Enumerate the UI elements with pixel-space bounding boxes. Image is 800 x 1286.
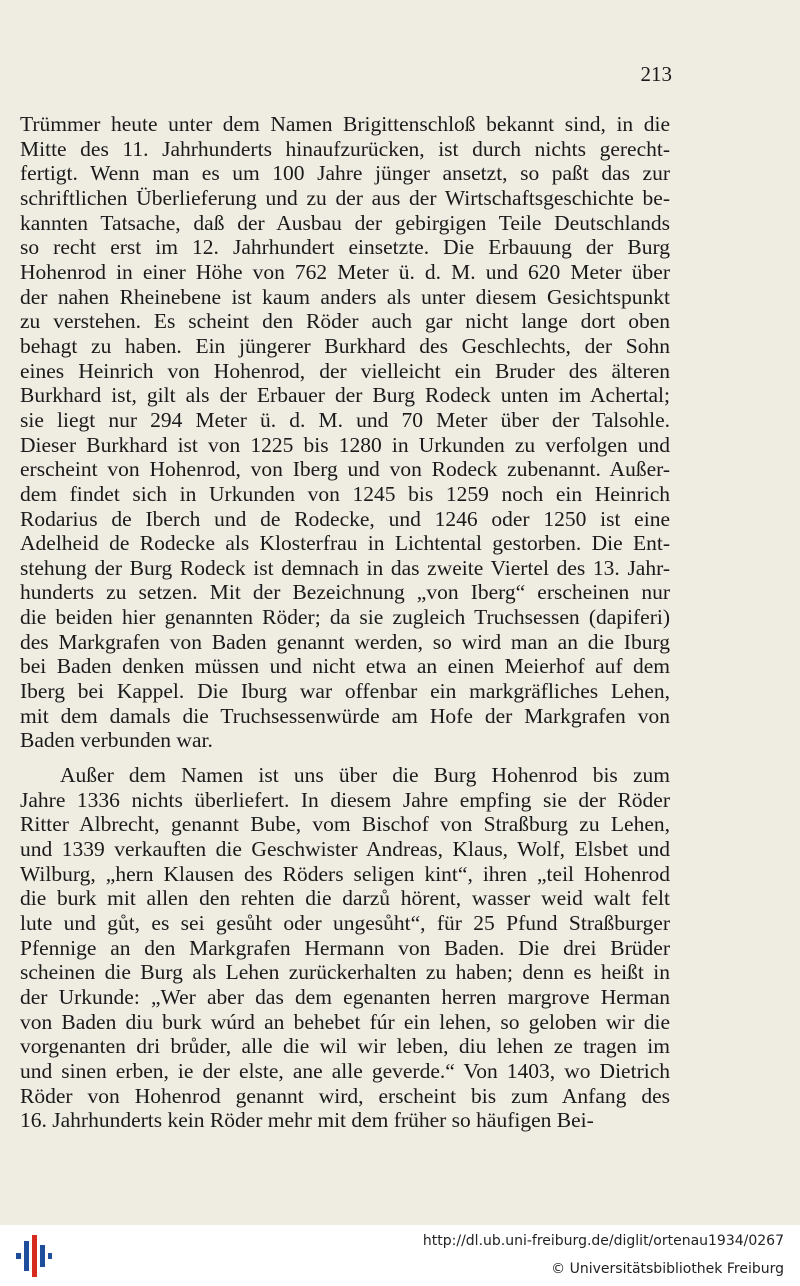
text-line: Hohenrod in einer Höhe von 762 Meter ü. d. M. und 620 Meter über [20, 259, 670, 284]
text-line: Dieser Burkhard ist von 1225 bis 1280 in Urkunden zu verfolgen und [20, 432, 670, 457]
text-line: und sinen erben, ie der elste, ane alle geverde.“ Von 1403, wo Dietrich [20, 1058, 670, 1083]
text-line: Rodarius de Iberch und de Rodecke, und 1246 oder 1250 ist eine [20, 506, 670, 531]
text-line: Wilburg, „hern Klausen des Röders seligen kint“, ihren „teil Hohenrod [20, 861, 670, 886]
footer-copyright: © Universitätsbibliothek Freiburg [551, 1261, 784, 1277]
text-line: lute und gůt, es sei gesůht oder ungesůht“, für 25 Pfund Straßburger [20, 911, 670, 935]
footer-bar [0, 1225, 800, 1286]
text-line: Röder von Hohenrod genannt wird, erscheint bis zum Anfang des [20, 1083, 670, 1108]
ub-freiburg-logo-icon [14, 1233, 54, 1279]
text-line: mit dem damals die Truchsessenwürde am Hofe der Markgrafen von [20, 703, 670, 728]
text-line: 16. Jahrhunderts kein Röder mehr mit dem früher so häufigen Bei- [20, 1108, 594, 1133]
text-line: zu verstehen. Es scheint den Röder auch gar nicht lange dort oben [20, 309, 670, 334]
text-line: Iberg bei Kappel. Die Iburg war offenbar ein markgräfliches Lehen, [20, 679, 670, 704]
text-line: der Urkunde: „Wer aber das dem egenanten herren margrove Herman [20, 984, 670, 1009]
text-line: fertigt. Wenn man es um 100 Jahre jünger ansetzt, so paßt das zur [20, 161, 670, 186]
text-line: sie liegt nur 294 Meter ü. d. M. und 70 Meter über der Talsohle. [20, 407, 670, 432]
text-line: Pfennige an den Markgrafen Hermann von Baden. Die drei Brüder [20, 935, 670, 960]
text-line: hunderts zu setzen. Mit der Bezeichnung „von Iberg“ erscheinen nur [20, 580, 670, 605]
text-line: dem findet sich in Urkunden von 1245 bis 1259 noch ein Heinrich [20, 481, 670, 506]
paragraph-2 [20, 763, 670, 1133]
text-line: Mitte des 11. Jahrhunderts hinaufzurücken, ist durch nichts gerecht- [20, 136, 670, 161]
text-line: vorgenanten dri brůder, alle die wil wir leben, diu lehen ze tragen im [20, 1034, 670, 1059]
text-line: Trümmer heute unter dem Namen Brigittenschloß bekannt sind, in die [20, 112, 670, 136]
paragraph-1 [20, 112, 670, 753]
text-line: die beiden hier genannten Röder; da sie zugleich Truchsessen (dapiferi) [20, 605, 670, 630]
text-line: die burk mit allen den rehten die darzů hörent, wasser weid walt felt [20, 886, 670, 911]
text-line: erscheint von Hohenrod, von Iberg und von Rodeck zubenannt. Außer- [20, 457, 670, 482]
text-line: behagt zu haben. Ein jüngerer Burkhard des Geschlechts, der Sohn [20, 333, 670, 358]
text-line: und 1339 verkauften die Geschwister Andreas, Klaus, Wolf, Elsbet und [20, 837, 670, 862]
text-line: eines Heinrich von Hohenrod, der vielleicht ein Bruder des älteren [20, 358, 670, 383]
text-line: scheinen die Burg als Lehen zurückerhalten zu haben; denn es heißt in [20, 960, 670, 985]
text-line: Baden verbunden war. [20, 728, 213, 753]
text-line: Burkhard ist, gilt als der Erbauer der Burg Rodeck unten im Achertal; [20, 383, 670, 408]
text-line: von Baden diu burk wúrd an behebet fúr ein lehen, so geloben wir die [20, 1009, 670, 1034]
text-line: bei Baden denken müssen und nicht etwa an einen Meierhof auf dem [20, 654, 670, 679]
text-line: Außer dem Namen ist uns über die Burg Hohenrod bis zum [60, 763, 670, 788]
text-line: der nahen Rheinebene ist kaum anders als unter diesem Gesichtspunkt [20, 284, 670, 309]
page-number: 213 [640, 62, 672, 86]
text-line: des Markgrafen von Baden genannt werden, so wird man an die Iburg [20, 629, 670, 654]
text-line: Jahre 1336 nichts überliefert. In diesem Jahre empfing sie der Röder [20, 787, 670, 812]
text-line: kannten Tatsache, daß der Ausbau der gebirgigen Teile Deutschlands [20, 210, 670, 235]
text-line: stehung der Burg Rodeck ist demnach in das zweite Viertel des 13. Jahr- [20, 555, 670, 580]
text-line: Ritter Albrecht, genannt Bube, vom Bischof von Straßburg zu Lehen, [20, 812, 670, 837]
text-line: Adelheid de Rodecke als Klosterfrau in Lichtental gestorben. Die Ent- [20, 531, 670, 556]
paragraph-gap [20, 753, 670, 763]
footer-url-link[interactable]: http://dl.ub.uni-freiburg.de/diglit/ortenau1934/0267 [422, 1233, 784, 1249]
body-text [20, 112, 670, 1133]
text-line: so recht erst im 12. Jahrhundert einsetzte. Die Erbauung der Burg [20, 235, 670, 260]
text-line: schriftlichen Überlieferung und zu der aus der Wirtschaftsgeschichte be- [20, 185, 670, 210]
